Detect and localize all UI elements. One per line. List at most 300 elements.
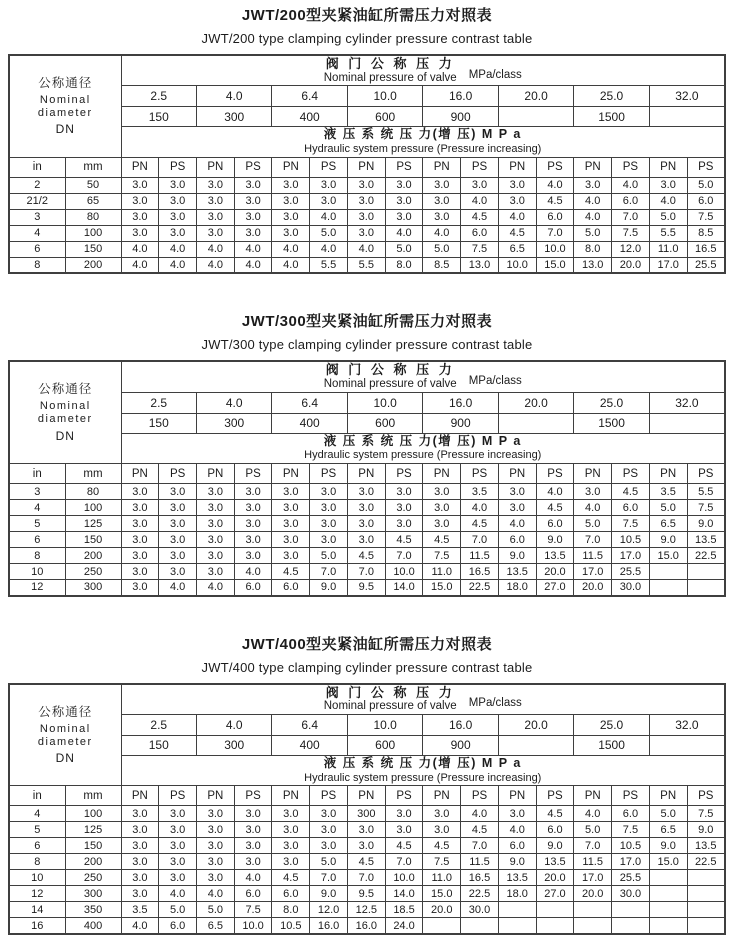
- pressure-cell: 6.0: [498, 838, 536, 854]
- valve-class-value: 4.0: [196, 392, 271, 413]
- pressure-cell: 15.0: [423, 886, 461, 902]
- valve-class-value: 6.4: [272, 714, 347, 735]
- pressure-rating-value: [498, 107, 573, 127]
- pressure-cell: 13.5: [536, 548, 574, 564]
- pressure-cell: 4.0: [574, 209, 612, 225]
- col-header-ps: PS: [234, 464, 272, 484]
- pressure-cell: 4.0: [498, 822, 536, 838]
- pressure-cell: [612, 902, 650, 918]
- pressure-cell: 3.0: [272, 548, 310, 564]
- pressure-cell: 9.0: [687, 516, 725, 532]
- pressure-cell: 3.0: [498, 193, 536, 209]
- pressure-cell: 6.0: [461, 225, 499, 241]
- pressure-cell: 3.0: [423, 516, 461, 532]
- pressure-cell: 3.0: [310, 500, 348, 516]
- pressure-cell: 14.0: [385, 580, 423, 596]
- pressure-cell: 3.0: [310, 838, 348, 854]
- pressure-cell: [649, 918, 687, 934]
- pressure-cell: 9.5: [347, 886, 385, 902]
- pressure-cell: 13.0: [461, 257, 499, 273]
- pressure-cell: 27.0: [536, 580, 574, 596]
- pressure-cell: 5.0: [649, 806, 687, 822]
- nominal-diameter-label-en1: Nominal: [39, 722, 91, 735]
- pressure-rating-value: 600: [347, 735, 422, 755]
- pressure-cell: 4.5: [272, 870, 310, 886]
- table-row: [9, 902, 725, 918]
- pressure-cell: 3.0: [234, 484, 272, 500]
- pressure-cell: 10.5: [272, 918, 310, 934]
- pressure-cell: 11.0: [423, 870, 461, 886]
- pressure-cell: 4.5: [536, 193, 574, 209]
- pressure-cell: 30.0: [461, 902, 499, 918]
- pressure-cell: 3.0: [196, 500, 234, 516]
- pressure-rating-value: 300: [196, 735, 271, 755]
- size-mm-cell: 125: [65, 516, 121, 532]
- pressure-cell: 4.0: [159, 257, 197, 273]
- pressure-cell: 25.5: [612, 870, 650, 886]
- pressure-cell: 3.0: [649, 177, 687, 193]
- pressure-cell: 3.0: [347, 822, 385, 838]
- pressure-cell: [536, 902, 574, 918]
- pressure-cell: 3.0: [121, 838, 159, 854]
- table-row: [9, 484, 725, 500]
- pressure-cell: 5.0: [310, 854, 348, 870]
- pressure-rating-value: 150: [121, 107, 196, 127]
- valve-class-value: 32.0: [649, 392, 725, 413]
- valve-class-value: 2.5: [121, 714, 196, 735]
- col-header-ps: PS: [612, 786, 650, 806]
- pressure-cell: 3.0: [385, 516, 423, 532]
- hydraulic-pressure-label-cn: 液 压 系 统 压 力(增 压) M P a: [323, 755, 522, 770]
- valve-pressure-label-cn: 阀 门 公 称 压 力: [325, 684, 455, 700]
- pressure-cell: 7.0: [574, 838, 612, 854]
- pressure-cell: 7.0: [461, 532, 499, 548]
- pressure-cell: 4.0: [196, 257, 234, 273]
- nominal-diameter-label-dn: DN: [55, 122, 75, 137]
- valve-class-value: 2.5: [121, 392, 196, 413]
- pressure-cell: 3.0: [121, 516, 159, 532]
- pressure-cell: 3.0: [423, 500, 461, 516]
- pressure-cell: 6.0: [612, 193, 650, 209]
- pressure-cell: 4.5: [498, 225, 536, 241]
- pressure-cell: 4.0: [423, 225, 461, 241]
- pressure-cell: 3.0: [272, 822, 310, 838]
- pressure-cell: 3.0: [196, 209, 234, 225]
- pressure-cell: [687, 870, 725, 886]
- valve-class-value: 20.0: [498, 392, 573, 413]
- pressure-cell: 3.0: [121, 870, 159, 886]
- nominal-diameter-label-cn: 公称通径: [38, 382, 93, 397]
- nominal-diameter-label-en1: Nominal: [39, 400, 91, 413]
- size-mm-cell: 350: [65, 902, 121, 918]
- valve-class-value: 10.0: [347, 392, 422, 413]
- pressure-rating-value: 900: [423, 413, 498, 433]
- size-in-cell: 3: [9, 484, 65, 500]
- pressure-cell: 5.0: [423, 241, 461, 257]
- pressure-cell: 7.5: [687, 209, 725, 225]
- pressure-cell: 3.0: [121, 564, 159, 580]
- col-header-ps: PS: [536, 464, 574, 484]
- pressure-cell: 3.0: [347, 209, 385, 225]
- size-in-cell: 4: [9, 225, 65, 241]
- size-mm-cell: 250: [65, 870, 121, 886]
- col-header-ps: PS: [461, 786, 499, 806]
- pressure-rating-value: 300: [196, 107, 271, 127]
- pressure-cell: 3.0: [385, 177, 423, 193]
- pressure-rating-value: 400: [272, 107, 347, 127]
- table-title-en: JWT/200 type clamping cylinder pressure contrast table: [201, 31, 533, 46]
- col-header-pn: PN: [272, 786, 310, 806]
- pressure-cell: 6.5: [649, 822, 687, 838]
- valve-pressure-label-cn: 阀 门 公 称 压 力: [325, 362, 455, 378]
- pressure-cell: 4.5: [347, 854, 385, 870]
- col-header-pn: PN: [121, 786, 159, 806]
- pressure-cell: 13.5: [687, 532, 725, 548]
- pressure-cell: 3.0: [272, 838, 310, 854]
- pressure-cell: 4.0: [347, 241, 385, 257]
- pressure-cell: 25.5: [612, 564, 650, 580]
- pressure-cell: 3.0: [159, 209, 197, 225]
- col-header-ps: PS: [310, 157, 348, 177]
- pressure-cell: 4.0: [461, 806, 499, 822]
- pressure-cell: 6.0: [536, 209, 574, 225]
- nominal-diameter-label-en2: diameter: [37, 735, 93, 748]
- pressure-cell: 9.0: [687, 822, 725, 838]
- table-row: [9, 241, 725, 257]
- pressure-cell: 13.5: [536, 854, 574, 870]
- pressure-cell: 4.0: [574, 500, 612, 516]
- pressure-cell: 7.5: [461, 241, 499, 257]
- pressure-cell: 3.0: [159, 516, 197, 532]
- pressure-cell: 22.5: [687, 548, 725, 564]
- pressure-cell: 3.0: [385, 193, 423, 209]
- pressure-cell: 4.0: [574, 193, 612, 209]
- pressure-cell: 18.0: [498, 580, 536, 596]
- size-mm-cell: 125: [65, 822, 121, 838]
- pressure-rating-value: 900: [423, 735, 498, 755]
- pressure-cell: 3.0: [121, 177, 159, 193]
- col-header-in: in: [9, 786, 65, 806]
- pressure-cell: 17.0: [612, 854, 650, 870]
- table-section: [8, 633, 726, 935]
- col-header-pn: PN: [423, 464, 461, 484]
- pressure-cell: 7.0: [347, 564, 385, 580]
- pressure-cell: 4.0: [461, 193, 499, 209]
- column-header-row: [9, 464, 725, 484]
- pressure-cell: 6.5: [498, 241, 536, 257]
- valve-class-value: 4.0: [196, 714, 271, 735]
- pressure-cell: 6.0: [687, 193, 725, 209]
- size-in-cell: 2: [9, 177, 65, 193]
- pressure-cell: 3.0: [121, 500, 159, 516]
- pressure-cell: 5.5: [347, 257, 385, 273]
- pressure-cell: 24.0: [385, 918, 423, 934]
- pressure-cell: 3.0: [196, 177, 234, 193]
- hydraulic-pressure-label-cn: 液 压 系 统 压 力(增 压) M P a: [323, 433, 522, 448]
- pressure-rating-value: [498, 413, 573, 433]
- pressure-cell: 3.0: [272, 500, 310, 516]
- table-title-en: JWT/300 type clamping cylinder pressure contrast table: [201, 337, 533, 353]
- pressure-cell: 7.0: [385, 854, 423, 870]
- col-header-pn: PN: [423, 157, 461, 177]
- pressure-cell: 8.0: [272, 902, 310, 918]
- pressure-cell: 8.0: [385, 257, 423, 273]
- pressure-rating-value: 1500: [574, 413, 649, 433]
- pressure-cell: 3.0: [347, 177, 385, 193]
- pressure-cell: 3.0: [272, 484, 310, 500]
- valve-class-value: 32.0: [649, 714, 725, 735]
- pressure-cell: 6.0: [498, 532, 536, 548]
- pressure-cell: 5.0: [574, 516, 612, 532]
- pressure-cell: 20.0: [574, 886, 612, 902]
- pressure-cell: 5.0: [310, 225, 348, 241]
- pressure-cell: 10.5: [612, 838, 650, 854]
- valve-class-value: 2.5: [121, 86, 196, 107]
- pressure-cell: 22.5: [461, 580, 499, 596]
- valve-pressure-header: [121, 55, 725, 86]
- pressure-cell: 6.0: [159, 918, 197, 934]
- pressure-cell: 3.0: [121, 580, 159, 596]
- pressure-cell: 3.0: [347, 516, 385, 532]
- pressure-cell: 16.0: [310, 918, 348, 934]
- pressure-cell: 4.5: [536, 500, 574, 516]
- col-header-ps: PS: [310, 786, 348, 806]
- pressure-cell: 7.0: [461, 838, 499, 854]
- col-header-pn: PN: [196, 157, 234, 177]
- size-in-cell: 6: [9, 241, 65, 257]
- pressure-cell: 4.0: [234, 257, 272, 273]
- table-title-en: JWT/400 type clamping cylinder pressure contrast table: [201, 659, 533, 675]
- table-row: [9, 500, 725, 516]
- table-title-cn: JWT/200型夹紧油缸所需压力对照表: [241, 7, 493, 24]
- pressure-cell: 4.5: [347, 548, 385, 564]
- pressure-cell: 3.0: [234, 209, 272, 225]
- pressure-cell: 3.0: [121, 225, 159, 241]
- pressure-cell: 3.0: [574, 177, 612, 193]
- pressure-cell: 9.0: [310, 580, 348, 596]
- pressure-cell: 5.5: [687, 484, 725, 500]
- valve-pressure-unit-label: MPa/class: [468, 68, 522, 81]
- pressure-cell: 3.0: [574, 484, 612, 500]
- col-header-in: in: [9, 464, 65, 484]
- pressure-cell: [574, 902, 612, 918]
- pressure-cell: 3.0: [423, 484, 461, 500]
- pressure-cell: 3.0: [234, 532, 272, 548]
- pressure-cell: 7.0: [536, 225, 574, 241]
- pressure-cell: [649, 902, 687, 918]
- pressure-cell: 7.5: [423, 548, 461, 564]
- pressure-cell: 3.0: [196, 870, 234, 886]
- size-in-cell: 12: [9, 886, 65, 902]
- pressure-cell: 3.0: [196, 838, 234, 854]
- pressure-cell: 22.5: [687, 854, 725, 870]
- col-header-pn: PN: [574, 464, 612, 484]
- pressure-cell: 5.0: [310, 548, 348, 564]
- pressure-cell: 4.0: [536, 484, 574, 500]
- pressure-cell: 9.0: [498, 548, 536, 564]
- valve-class-value: 25.0: [574, 392, 649, 413]
- pressure-cell: 4.5: [461, 822, 499, 838]
- pressure-cell: 4.5: [423, 532, 461, 548]
- pressure-cell: 4.0: [196, 580, 234, 596]
- col-header-ps: PS: [234, 786, 272, 806]
- pressure-cell: [649, 886, 687, 902]
- table-row: [9, 257, 725, 273]
- pressure-cell: 5.0: [574, 225, 612, 241]
- valve-pressure-header: [121, 361, 725, 392]
- nominal-diameter-label-dn: DN: [55, 750, 75, 765]
- pressure-rating-value: 1500: [574, 107, 649, 127]
- pressure-cell: 3.0: [498, 484, 536, 500]
- pressure-cell: 13.5: [498, 564, 536, 580]
- pressure-rating-value: [649, 413, 725, 433]
- pressure-cell: 10.0: [498, 257, 536, 273]
- hydraulic-pressure-label-en: Hydraulic system pressure (Pressure increasing): [304, 771, 542, 784]
- pressure-cell: 25.5: [687, 257, 725, 273]
- pressure-cell: 12.0: [612, 241, 650, 257]
- pressure-cell: 8.0: [574, 241, 612, 257]
- pressure-cell: 5.0: [196, 902, 234, 918]
- pressure-cell: 3.0: [272, 225, 310, 241]
- pressure-cell: 3.0: [272, 532, 310, 548]
- col-header-mm: mm: [65, 786, 121, 806]
- nominal-diameter-label-cn: 公称通径: [38, 76, 93, 90]
- pressure-cell: [498, 918, 536, 934]
- pressure-cell: [423, 918, 461, 934]
- size-mm-cell: 150: [65, 241, 121, 257]
- pressure-cell: 3.0: [272, 854, 310, 870]
- col-header-ps: PS: [687, 157, 725, 177]
- table-row: [9, 822, 725, 838]
- column-header-row: [9, 157, 725, 177]
- pressure-cell: [649, 870, 687, 886]
- pressure-cell: 3.0: [385, 822, 423, 838]
- size-in-cell: 4: [9, 500, 65, 516]
- pressure-cell: 3.0: [423, 209, 461, 225]
- table-row: [9, 854, 725, 870]
- pressure-cell: 3.0: [385, 806, 423, 822]
- valve-class-value: 10.0: [347, 714, 422, 735]
- hydraulic-pressure-header: [121, 755, 725, 785]
- pressure-cell: 3.0: [159, 806, 197, 822]
- pressure-cell: 3.0: [159, 500, 197, 516]
- col-header-ps: PS: [385, 786, 423, 806]
- col-header-pn: PN: [498, 157, 536, 177]
- pressure-rating-value: 400: [272, 413, 347, 433]
- pressure-cell: 4.0: [461, 500, 499, 516]
- pressure-cell: 11.5: [461, 854, 499, 870]
- pressure-cell: 4.5: [385, 838, 423, 854]
- pressure-cell: 4.5: [536, 806, 574, 822]
- col-header-pn: PN: [649, 157, 687, 177]
- table-row: [9, 838, 725, 854]
- pressure-cell: 4.0: [310, 241, 348, 257]
- nominal-diameter-label-en1: Nominal: [39, 94, 91, 106]
- pressure-cell: 9.0: [310, 886, 348, 902]
- pressure-cell: 4.0: [498, 516, 536, 532]
- pressure-cell: 20.0: [612, 257, 650, 273]
- pressure-cell: 7.0: [385, 548, 423, 564]
- pressure-cell: 10.5: [612, 532, 650, 548]
- pressure-cell: 3.0: [423, 177, 461, 193]
- pressure-cell: 14.0: [385, 886, 423, 902]
- valve-pressure-label-en: Nominal pressure of valve: [323, 377, 457, 390]
- pressure-cell: 3.0: [272, 806, 310, 822]
- col-header-pn: PN: [347, 157, 385, 177]
- pressure-cell: 27.0: [536, 886, 574, 902]
- pressure-cell: 8.5: [687, 225, 725, 241]
- pressure-cell: [498, 902, 536, 918]
- pressure-cell: 4.5: [461, 209, 499, 225]
- valve-class-value: 16.0: [423, 392, 498, 413]
- pressure-cell: 9.5: [347, 580, 385, 596]
- pressure-table: [8, 54, 726, 274]
- pressure-cell: 3.5: [649, 484, 687, 500]
- pressure-cell: 3.0: [159, 822, 197, 838]
- pressure-cell: 3.0: [310, 516, 348, 532]
- pressure-cell: 4.0: [272, 241, 310, 257]
- pressure-cell: 3.0: [196, 516, 234, 532]
- table-title-cn: JWT/400型夹紧油缸所需压力对照表: [241, 635, 493, 653]
- pressure-cell: 6.5: [649, 516, 687, 532]
- pressure-cell: 4.0: [234, 870, 272, 886]
- valve-pressure-unit-label: MPa/class: [468, 374, 522, 387]
- col-header-pn: PN: [121, 464, 159, 484]
- pressure-cell: 10.0: [385, 564, 423, 580]
- col-header-pn: PN: [423, 786, 461, 806]
- pressure-rating-value: 400: [272, 735, 347, 755]
- table-section: [8, 310, 726, 596]
- pressure-cell: 3.0: [196, 822, 234, 838]
- pressure-cell: 3.0: [385, 500, 423, 516]
- pressure-cell: 4.0: [234, 564, 272, 580]
- pressure-cell: 3.5: [121, 902, 159, 918]
- col-header-ps: PS: [687, 464, 725, 484]
- col-header-pn: PN: [121, 157, 159, 177]
- pressure-cell: 3.5: [461, 484, 499, 500]
- valve-class-value: 10.0: [347, 86, 422, 107]
- col-header-ps: PS: [159, 464, 197, 484]
- valve-pressure-unit-label: MPa/class: [468, 697, 522, 710]
- valve-class-value: 25.0: [574, 86, 649, 107]
- hydraulic-pressure-label-en: Hydraulic system pressure (Pressure increasing): [304, 143, 542, 156]
- size-in-cell: 6: [9, 838, 65, 854]
- pressure-cell: 6.0: [612, 806, 650, 822]
- pressure-rating-value: 1500: [574, 735, 649, 755]
- pressure-cell: [687, 918, 725, 934]
- pressure-cell: 3.0: [159, 193, 197, 209]
- table-section: [8, 4, 726, 274]
- table-row: [9, 225, 725, 241]
- nominal-diameter-header: [9, 684, 121, 786]
- pressure-cell: 9.0: [649, 532, 687, 548]
- size-in-cell: 8: [9, 548, 65, 564]
- pressure-cell: 3.0: [347, 484, 385, 500]
- pressure-cell: 3.0: [159, 532, 197, 548]
- size-mm-cell: 100: [65, 806, 121, 822]
- size-in-cell: 5: [9, 516, 65, 532]
- pressure-cell: 3.0: [272, 516, 310, 532]
- pressure-cell: 7.5: [687, 500, 725, 516]
- pressure-cell: 7.5: [687, 806, 725, 822]
- table-title-cn: JWT/300型夹紧油缸所需压力对照表: [241, 313, 493, 331]
- nominal-diameter-label-en2: diameter: [37, 413, 93, 426]
- pressure-cell: [536, 918, 574, 934]
- col-header-ps: PS: [536, 157, 574, 177]
- size-mm-cell: 200: [65, 257, 121, 273]
- table-row: [9, 806, 725, 822]
- pressure-cell: 12.5: [347, 902, 385, 918]
